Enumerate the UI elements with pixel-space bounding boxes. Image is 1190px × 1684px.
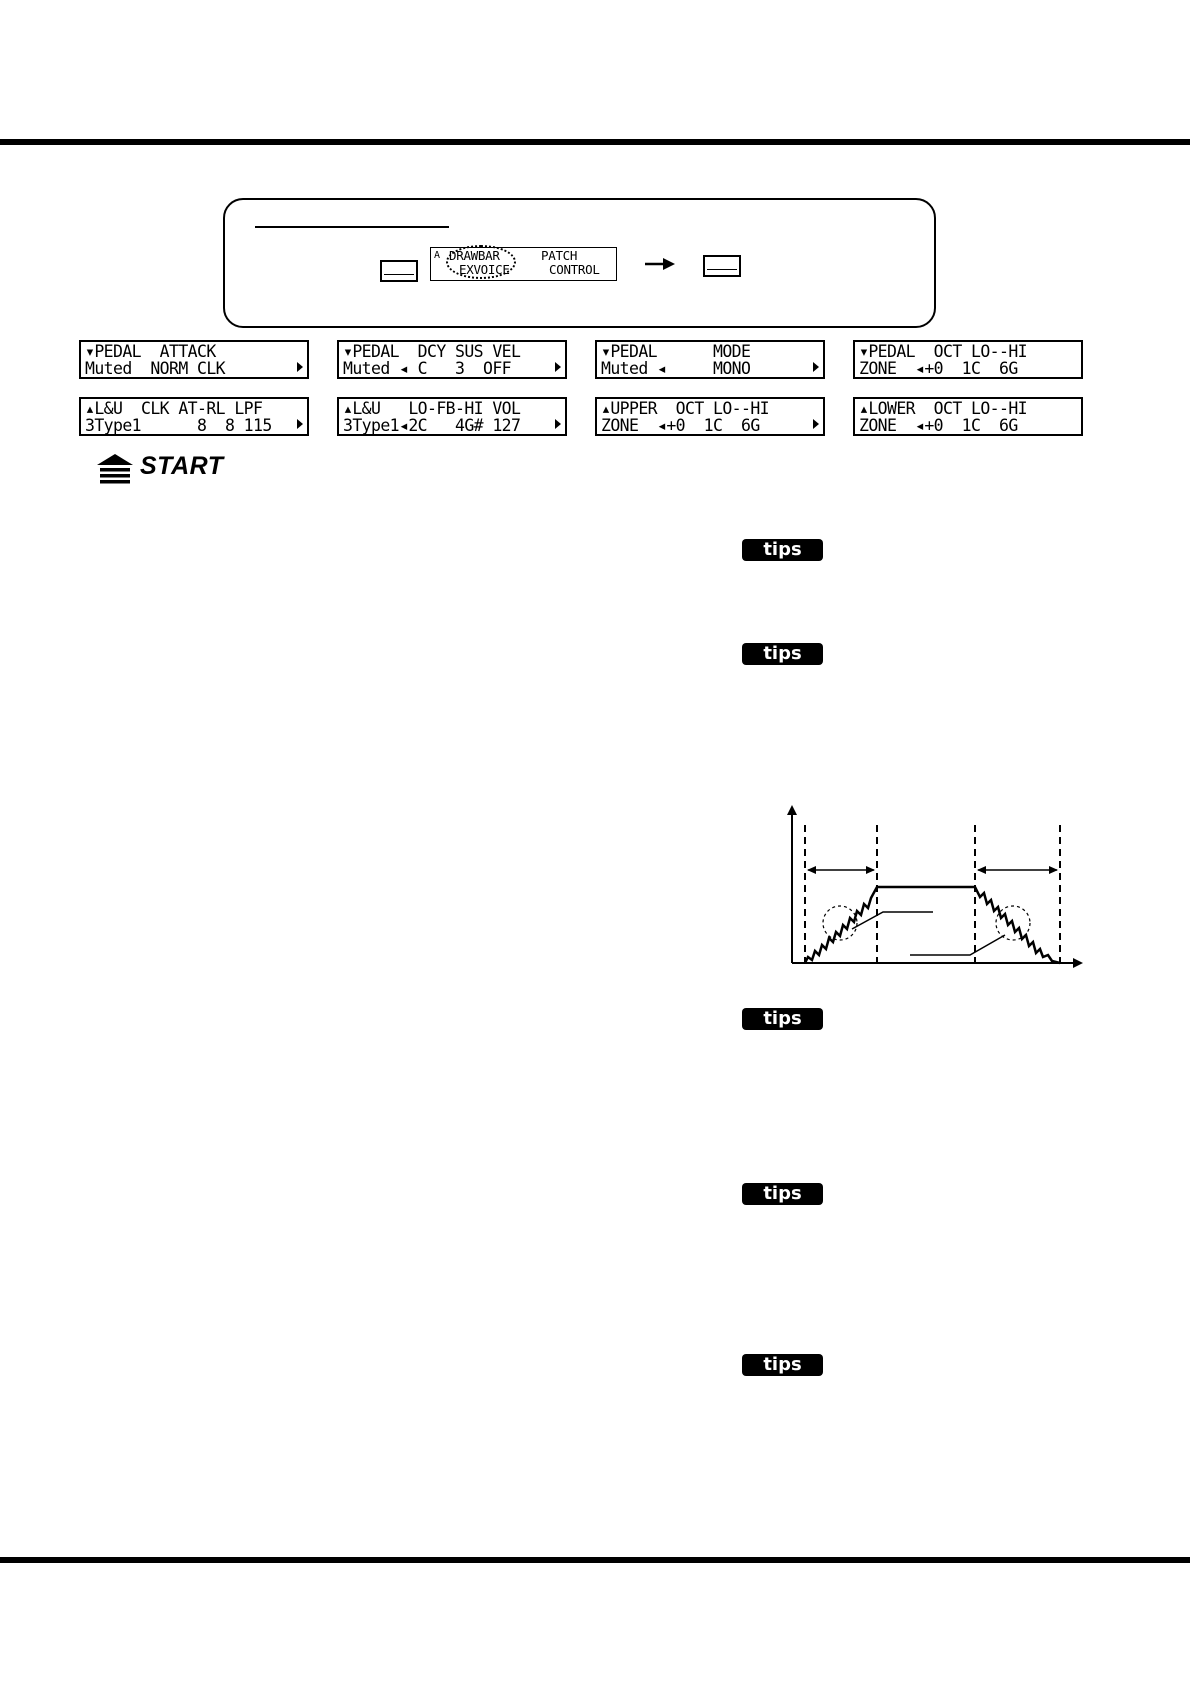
arrow-right-icon (866, 866, 875, 874)
lcd-line: ▾PEDAL OCT LO--HI (859, 342, 1028, 361)
arrow-right-icon (813, 419, 819, 429)
tips-badge: tips (742, 1354, 823, 1376)
x-axis-arrow-icon (1073, 958, 1083, 968)
lcd-lu-lo-fb-hi (337, 397, 567, 436)
lcd-line: ▴L&U LO-FB-HI VOL (343, 399, 521, 418)
lcd-line: ▴LOWER OCT LO--HI (859, 399, 1028, 418)
lcd-lower-zone (853, 397, 1083, 436)
y-axis-arrow-icon (787, 805, 797, 815)
arrow-right-icon (297, 419, 303, 429)
lcd-line: ▾PEDAL DCY SUS VEL (343, 342, 521, 361)
arrow-right-icon (555, 419, 561, 429)
arrow-right-icon (645, 257, 675, 271)
lcd-line: ZONE ◂+0 1C 6G (859, 359, 1018, 378)
mini-display-prefix: A (434, 250, 440, 261)
tips-badge: tips (742, 539, 823, 561)
lcd-pedal-dcy-sus-vel (337, 340, 567, 379)
lcd-line: 3Type1 8 8 115 (85, 416, 272, 435)
lcd-line: 3Type1◂2C 4G# 127 (343, 416, 521, 435)
mini-display-exvoice: EXVOICE (459, 262, 510, 277)
leader-line (910, 935, 1005, 955)
start-marker (95, 452, 225, 484)
lcd-line: Muted ◂ C 3 OFF (343, 359, 512, 378)
envelope-curve (805, 887, 1060, 963)
start-label: START (140, 452, 224, 480)
mini-display (430, 247, 617, 281)
button-icon (380, 260, 418, 282)
button-icon (703, 255, 741, 277)
tips-badge: tips (742, 1008, 823, 1030)
tips-badge: tips (742, 643, 823, 665)
mini-display-drawbar: DRAWBAR (449, 248, 500, 263)
arrow-right-icon (813, 362, 819, 372)
top-rule (0, 139, 1190, 145)
attack-release-envelope-diagram (780, 805, 1085, 975)
lcd-line: ZONE ◂+0 1C 6G (859, 416, 1018, 435)
lcd-upper-zone (595, 397, 825, 436)
start-icon (95, 454, 135, 484)
arrow-right-icon (555, 362, 561, 372)
lcd-pedal-attack (79, 340, 309, 379)
lcd-pedal-zone (853, 340, 1083, 379)
lcd-line: ▾PEDAL ATTACK (85, 342, 216, 361)
lcd-line: Muted ◂ MONO (601, 359, 751, 378)
lcd-lu-clk (79, 397, 309, 436)
tips-badge: tips (742, 1183, 823, 1205)
lcd-line: ▾PEDAL MODE (601, 342, 751, 361)
arrow-left-icon (977, 866, 986, 874)
bottom-rule (0, 1557, 1190, 1563)
arrow-right-icon (1049, 866, 1058, 874)
lcd-line: ZONE ◂+0 1C 6G (601, 416, 760, 435)
guide-box (223, 198, 936, 328)
lcd-line: Muted NORM CLK (85, 359, 226, 378)
arrow-right-icon (297, 362, 303, 372)
guide-heading-underline (255, 226, 449, 228)
lcd-line: ▴L&U CLK AT-RL LPF (85, 399, 263, 418)
mini-display-patch: PATCH (541, 248, 578, 263)
leader-line (852, 912, 933, 929)
mini-display-control: CONTROL (549, 262, 600, 277)
arrow-left-icon (807, 866, 816, 874)
lcd-line: ▴UPPER OCT LO--HI (601, 399, 770, 418)
lcd-pedal-mode (595, 340, 825, 379)
